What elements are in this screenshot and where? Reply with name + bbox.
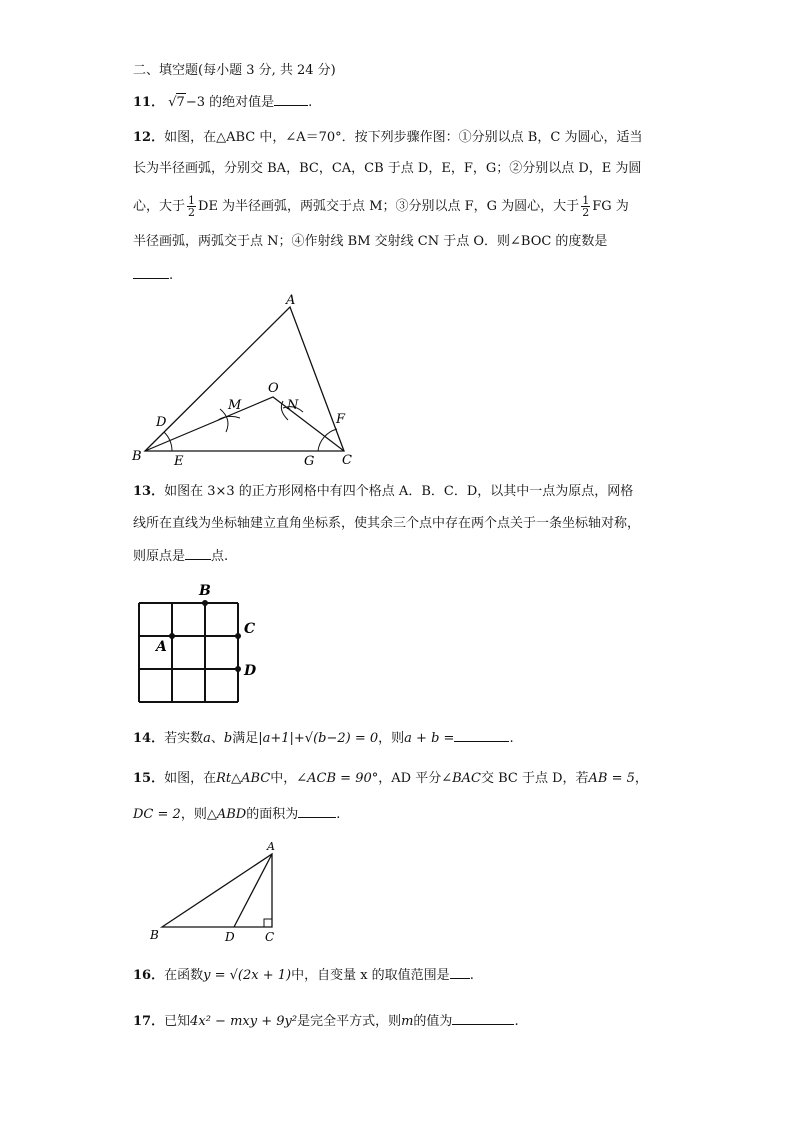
question-12-line-4: 半径画弧，两弧交于点 N；④作射线 BM 交射线 CN 于点 O．则∠BOC 的度数是 <box>133 234 608 249</box>
point-b <box>202 600 208 606</box>
question-15-line-2: DC = 2，则△ABD的面积为 . <box>133 807 341 822</box>
question-12-line-2: 长为半径画弧，分别交 BA，BC，CA，CB 于点 D，E，F，G；②分别以点 D，E 为圆 <box>133 161 642 176</box>
q14-equation: |a+1|+√(b−2) = 0 <box>258 731 379 746</box>
q12-number: 12． <box>133 130 165 145</box>
label-f: F <box>336 412 346 427</box>
q14-number: 14． <box>133 731 165 746</box>
question-11: 11． √7−3 的绝对值是 . <box>133 95 313 110</box>
question-16: 16．在函数y = √(2x + 1)中，自变量 x 的取值范围是 . <box>133 968 474 983</box>
label-n: N <box>287 398 299 413</box>
q15-number: 15． <box>133 771 165 786</box>
figure-15-right-triangle <box>140 838 290 948</box>
q13-answer-blank <box>185 547 211 560</box>
q16-function: y = √(2x + 1) <box>203 968 292 983</box>
q16-number: 16． <box>133 968 165 983</box>
label-g: G <box>304 454 315 469</box>
fraction-half-2: $\frac{1}{2}$ <box>582 194 590 219</box>
arc-m-1 <box>220 409 228 432</box>
right-angle-mark <box>264 919 272 927</box>
figure-12-triangle <box>128 290 358 470</box>
label-d: D <box>244 663 257 679</box>
fraction-half: $\frac{1}{2}$ <box>188 194 196 219</box>
question-13-line-2: 线所在直线为坐标轴建立直角坐标系，使其余三个点中存在两个点关于一条坐标轴对称， <box>133 516 641 531</box>
q17-expression: 4x² − mxy + 9y² <box>190 1014 298 1029</box>
label-b: B <box>199 583 211 599</box>
arc-c <box>318 429 337 451</box>
label-e: E <box>174 454 184 469</box>
point-c <box>235 633 241 639</box>
section-header: 二、填空题(每小题 3 分, 共 24 分) <box>133 63 336 78</box>
label-d: D <box>156 415 167 430</box>
question-12-line-3: 心，大于 $\frac{1}{2}$ DE 为半径画弧，两弧交于点 M；③分别以点 F，G 为圆心，大于 $\frac{1}{2}$ FG 为 <box>133 194 629 219</box>
label-b: B <box>132 449 142 464</box>
label-c: C <box>244 621 256 637</box>
label-a: A <box>156 639 167 655</box>
label-o: O <box>268 381 279 396</box>
question-14: 14．若实数a、b满足|a+1|+√(b−2) = 0，则a + b = . <box>133 731 514 746</box>
q13-number: 13． <box>133 484 165 499</box>
label-a: A <box>267 840 275 853</box>
segment-ad <box>234 854 272 927</box>
triangle-abc <box>162 854 272 927</box>
q16-answer-blank <box>450 966 470 979</box>
q11-expression: √7−3 <box>168 95 205 110</box>
q17-number: 17． <box>133 1014 165 1029</box>
q17-answer-blank <box>452 1012 514 1025</box>
q11-text: 的绝对值是 <box>209 95 275 110</box>
grid-lines <box>139 603 238 702</box>
question-13-line-3: 则原点是 点. <box>133 549 229 564</box>
label-c: C <box>265 930 275 944</box>
label-d: D <box>225 930 235 944</box>
q11-answer-blank <box>274 93 308 106</box>
label-m: M <box>228 398 242 413</box>
q15-answer-blank <box>298 805 336 818</box>
label-a: A <box>286 293 296 308</box>
question-13-line-1: 13．如图在 3×3 的正方形网格中有四个格点 A．B．C．D，以其中一点为原点，网格 <box>133 484 634 499</box>
figure-13-grid <box>128 580 268 708</box>
question-12-line-1: 12．如图，在△ABC 中，∠A＝70°．按下列步骤作图：①分别以点 B，C 为圆心，适当 <box>133 130 643 145</box>
q11-number: 11． <box>133 95 165 110</box>
rays-bo-co <box>145 397 344 451</box>
label-b: B <box>150 928 159 942</box>
point-d <box>235 666 241 672</box>
question-15-line-1: 15．如图，在Rt△ABC中，∠ACB = 90°，AD 平分∠BAC交 BC 于点 D，若AB = 5， <box>133 771 648 786</box>
q14-ask: a + b = <box>404 731 455 746</box>
question-12-answer: . <box>133 266 173 285</box>
triangle-abc <box>145 307 344 451</box>
label-c: C <box>342 453 352 468</box>
question-17: 17．已知4x² − mxy + 9y²是完全平方式，则m的值为 . <box>133 1014 519 1029</box>
point-a <box>169 633 175 639</box>
q12-answer-blank <box>133 266 169 279</box>
q14-answer-blank <box>454 729 509 742</box>
